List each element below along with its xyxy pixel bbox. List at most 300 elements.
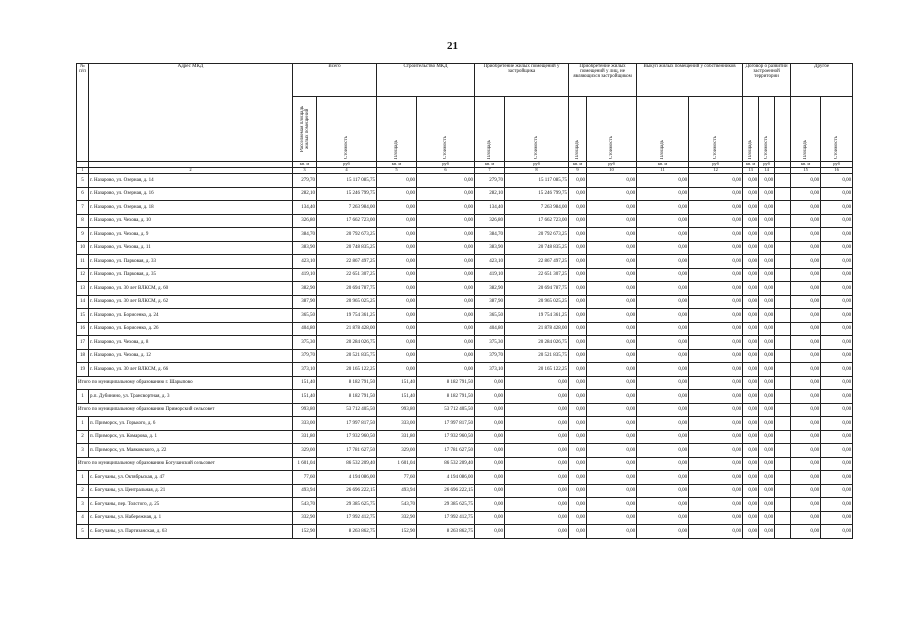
value-cell: 0,00 [821,390,853,404]
value-cell: 0,00 [759,349,775,363]
unit-cell: кв. м [475,162,505,168]
address-cell: п. Приморск, ул. Маяковского, д. 22 [89,444,293,458]
value-cell: 0,00 [689,255,743,269]
value-cell: 0,00 [821,430,853,444]
value-cell [775,201,791,215]
value-cell: 0,00 [475,376,505,390]
value-cell: 0,00 [587,187,637,201]
value-cell: 0,00 [587,295,637,309]
subtotal-label: Итого по муниципальному образованию Приморский сельсовет [77,403,293,417]
value-cell: 0,00 [637,484,689,498]
value-cell: 0,00 [377,187,417,201]
table-row [77,295,853,309]
value-cell: 0,00 [821,525,853,539]
value-cell: 0,00 [587,511,637,525]
colnum-cell: 6 [417,168,475,174]
address-cell: г. Назарово, ул. Борисенко, д. 26 [89,322,293,336]
value-cell: 15 117 085,75 [505,174,569,188]
value-cell: 151,40 [293,390,317,404]
value-cell: 20 965 025,25 [317,295,377,309]
value-cell: 0,00 [637,187,689,201]
value-cell: 331,80 [377,430,417,444]
value-cell: 0,00 [587,322,637,336]
value-cell [775,376,791,390]
table-row [77,228,853,242]
value-cell: 20 965 025,25 [505,295,569,309]
value-cell: 423,10 [293,255,317,269]
value-cell: 0,00 [821,444,853,458]
value-cell: 0,00 [637,444,689,458]
value-cell: 20 284 026,75 [317,336,377,350]
row-number: 1 [77,390,89,404]
value-cell: 0,00 [759,363,775,377]
table-row [77,417,853,431]
value-cell: 387,90 [475,295,505,309]
value-cell: 383,90 [293,241,317,255]
value-cell: 0,00 [569,214,587,228]
value-cell: 0,00 [743,471,759,485]
value-cell: 0,00 [743,363,759,377]
value-cell: 0,00 [637,417,689,431]
header-area: Площадь [748,139,754,159]
value-cell: 0,00 [791,174,821,188]
value-cell: 0,00 [505,376,569,390]
value-cell: 0,00 [569,201,587,215]
table-row [77,241,853,255]
value-cell: 151,40 [293,376,317,390]
value-cell: 0,00 [689,322,743,336]
value-cell: 0,00 [587,363,637,377]
value-cell: 0,00 [569,498,587,512]
value-cell: 0,00 [587,498,637,512]
value-cell: 0,00 [791,484,821,498]
value-cell: 1 601,04 [293,457,317,471]
header-area: Площадь [660,139,666,159]
row-number: 2 [77,430,89,444]
value-cell: 0,00 [505,390,569,404]
table-row [77,363,853,377]
value-cell: 326,80 [475,214,505,228]
value-cell: 0,00 [821,201,853,215]
value-cell: 0,00 [759,444,775,458]
value-cell: 17 932 960,50 [317,430,377,444]
value-cell: 0,00 [637,214,689,228]
value-cell: 26 696 222,15 [417,484,475,498]
value-cell: 0,00 [791,363,821,377]
value-cell: 0,00 [743,511,759,525]
header-area: Площадь [487,139,493,159]
value-cell: 17 997 817,50 [317,417,377,431]
value-cell: 0,00 [759,268,775,282]
value-cell: 0,00 [759,471,775,485]
row-number: 18 [77,349,89,363]
table-row [77,525,853,539]
subtotal-label: Итого по муниципальному образованию Богучанский сельсовет [77,457,293,471]
value-cell: 0,00 [587,228,637,242]
value-cell: 86 532 209,40 [317,457,377,471]
value-cell: 0,00 [637,390,689,404]
colnum-cell: 5 [377,168,417,174]
value-cell: 0,00 [637,525,689,539]
value-cell: 0,00 [417,255,475,269]
table-row [77,484,853,498]
value-cell: 0,00 [743,525,759,539]
value-cell: 0,00 [791,268,821,282]
value-cell: 373,10 [293,363,317,377]
value-cell: 0,00 [377,268,417,282]
table-row [77,322,853,336]
value-cell: 0,00 [587,417,637,431]
address-cell: г. Назарово, ул. 30 лет ВЛКСМ, д. 66 [89,363,293,377]
header-cost: Стоимость [344,135,349,159]
address-cell: с. Богучаны, ул. Партизанская, д. 63 [89,525,293,539]
value-cell: 1 601,04 [377,457,417,471]
table-row [77,309,853,323]
value-cell: 0,00 [637,201,689,215]
value-cell [775,295,791,309]
value-cell: 0,00 [569,484,587,498]
value-cell [775,241,791,255]
value-cell: 0,00 [743,187,759,201]
value-cell: 21 878 428,00 [505,322,569,336]
value-cell [775,525,791,539]
value-cell: 0,00 [759,498,775,512]
value-cell: 0,00 [689,390,743,404]
value-cell: 0,00 [569,336,587,350]
value-cell: 0,00 [689,214,743,228]
value-cell: 0,00 [743,174,759,188]
value-cell: 17 932 960,50 [417,430,475,444]
value-cell: 8 263 862,75 [417,525,475,539]
value-cell: 0,00 [791,511,821,525]
subtotal-row [77,403,853,417]
row-number: 5 [77,174,89,188]
value-cell: 0,00 [689,363,743,377]
value-cell: 326,80 [293,214,317,228]
value-cell: 0,00 [791,349,821,363]
value-cell: 0,00 [689,403,743,417]
value-cell: 0,00 [759,390,775,404]
table-row [77,174,853,188]
value-cell: 0,00 [417,187,475,201]
value-cell: 0,00 [505,484,569,498]
row-number: 1 [77,417,89,431]
address-cell: г. Назарово, ул. Парковая, д. 35 [89,268,293,282]
value-cell: 0,00 [417,174,475,188]
value-cell: 0,00 [743,457,759,471]
row-number: 17 [77,336,89,350]
value-cell: 0,00 [743,349,759,363]
value-cell: 0,00 [587,444,637,458]
row-number: 3 [77,498,89,512]
value-cell: 0,00 [417,295,475,309]
address-cell: г. Назарово, ул. Озерная, д. 18 [89,201,293,215]
value-cell: 20 165 122,25 [505,363,569,377]
value-cell: 0,00 [569,417,587,431]
row-number: 16 [77,322,89,336]
value-cell: 0,00 [791,444,821,458]
value-cell: 0,00 [743,201,759,215]
value-cell: 0,00 [743,282,759,296]
value-cell: 0,00 [689,511,743,525]
value-cell: 0,00 [759,228,775,242]
address-cell: с. Богучаны, пер. Толстого, д. 25 [89,498,293,512]
value-cell: 0,00 [759,309,775,323]
row-number: 11 [77,255,89,269]
unit-cell: руб [821,162,853,168]
value-cell: 333,00 [293,417,317,431]
header-rownum: № п/п [77,64,89,162]
value-cell: 384,70 [293,228,317,242]
value-cell: 0,00 [587,376,637,390]
header-non-developer: Приобретение жилых помещений у лиц, не являющихся застройщиком [569,64,637,97]
value-cell: 152,90 [377,525,417,539]
row-number: 5 [77,525,89,539]
value-cell: 0,00 [505,525,569,539]
header-cost: Стоимость [609,135,615,159]
header-buyout: Выкуп жилых помещений у собственников [637,64,743,97]
value-cell: 20 792 673,25 [317,228,377,242]
value-cell: 0,00 [743,444,759,458]
value-cell: 332,90 [293,511,317,525]
value-cell: 379,70 [293,349,317,363]
header-area: Площадь [394,139,400,159]
value-cell: 0,00 [759,322,775,336]
unit-cell: руб [417,162,475,168]
value-cell: 423,10 [475,255,505,269]
value-cell: 0,00 [569,511,587,525]
value-cell: 17 662 723,00 [505,214,569,228]
value-cell: 0,00 [505,511,569,525]
row-number: 4 [77,511,89,525]
value-cell: 0,00 [587,349,637,363]
value-cell: 0,00 [743,498,759,512]
value-cell: 0,00 [569,430,587,444]
value-cell: 333,00 [377,417,417,431]
value-cell: 7 263 984,00 [317,201,377,215]
header-cost: Стоимость [443,135,449,159]
table-row [77,498,853,512]
value-cell: 0,00 [689,430,743,444]
value-cell: 0,00 [759,430,775,444]
colnum-cell: 2 [89,168,293,174]
value-cell [775,498,791,512]
value-cell: 365,50 [475,309,505,323]
colnum-cell: 16 [821,168,853,174]
value-cell: 0,00 [821,228,853,242]
value-cell [775,390,791,404]
value-cell: 0,00 [791,309,821,323]
value-cell: 0,00 [377,322,417,336]
value-cell: 0,00 [791,201,821,215]
value-cell: 20 521 835,75 [505,349,569,363]
value-cell: 0,00 [743,336,759,350]
value-cell: 0,00 [569,187,587,201]
address-cell: п. Приморск, ул. Комарова, д. 1 [89,430,293,444]
value-cell: 53 712 405,50 [317,403,377,417]
value-cell: 993,80 [377,403,417,417]
value-cell: 373,10 [475,363,505,377]
value-cell: 17 781 627,50 [417,444,475,458]
table-row [77,201,853,215]
value-cell: 379,70 [475,349,505,363]
value-cell: 279,70 [293,174,317,188]
value-cell: 279,70 [475,174,505,188]
row-number: 2 [77,484,89,498]
value-cell: 0,00 [791,241,821,255]
address-cell: г. Назарово, ул. Чехова, д. 10 [89,214,293,228]
value-cell: 0,00 [689,309,743,323]
header-developer: Приобретение жилых помещений у застройщика [475,64,569,97]
value-cell: 419,10 [475,268,505,282]
header-territory: Договор о развитии застроенной территории [743,64,791,97]
value-cell [775,457,791,471]
value-cell: 0,00 [637,457,689,471]
address-cell: г. Назарово, ул. Борисенко, д. 24 [89,309,293,323]
value-cell: 0,00 [743,417,759,431]
colnum-cell: 12 [689,168,743,174]
value-cell: 493,94 [377,484,417,498]
row-number: 3 [77,444,89,458]
value-cell: 993,80 [293,403,317,417]
value-cell: 0,00 [791,214,821,228]
value-cell: 0,00 [569,228,587,242]
value-cell: 0,00 [821,376,853,390]
value-cell: 0,00 [791,295,821,309]
value-cell: 0,00 [377,201,417,215]
value-cell [775,322,791,336]
value-cell: 0,00 [569,363,587,377]
header-other: Другое [791,64,853,97]
value-cell: 0,00 [587,255,637,269]
value-cell: 0,00 [689,484,743,498]
header-construction: Строительство МКД [377,64,475,97]
value-cell: 0,00 [569,376,587,390]
value-cell: 0,00 [759,255,775,269]
header-row-groups [77,64,853,97]
value-cell: 0,00 [759,511,775,525]
value-cell: 0,00 [743,309,759,323]
value-cell: 22 651 307,25 [505,268,569,282]
value-cell: 0,00 [821,498,853,512]
value-cell: 0,00 [821,174,853,188]
address-cell: г. Назарово, ул. Озерная, д. 16 [89,187,293,201]
value-cell: 0,00 [689,228,743,242]
value-cell: 0,00 [821,295,853,309]
subtotal-row [77,376,853,390]
address-cell: с. Богучаны, ул. Центральная, д. 21 [89,484,293,498]
value-cell: 0,00 [759,484,775,498]
unit-cell: кв. м [637,162,689,168]
value-cell: 0,00 [821,187,853,201]
value-cell: 0,00 [475,511,505,525]
value-cell: 0,00 [505,444,569,458]
value-cell: 0,00 [377,214,417,228]
colnum-cell: 8 [505,168,569,174]
unit-cell: руб [317,162,377,168]
value-cell: 0,00 [743,241,759,255]
value-cell: 0,00 [821,336,853,350]
value-cell: 0,00 [743,322,759,336]
unit-cell: кв. м [569,162,587,168]
colnum-cell: 11 [637,168,689,174]
value-cell: 383,90 [475,241,505,255]
value-cell: 0,00 [569,525,587,539]
value-cell: 0,00 [759,282,775,296]
value-cell: 0,00 [637,322,689,336]
address-cell: п. Приморск, ул. Горького, д. 6 [89,417,293,431]
table-row [77,511,853,525]
value-cell: 0,00 [377,241,417,255]
row-number: 9 [77,228,89,242]
header-cost: Стоимость [534,135,540,159]
value-cell: 0,00 [743,484,759,498]
page-number: 21 [447,40,458,52]
value-cell: 0,00 [587,282,637,296]
value-cell: 0,00 [791,457,821,471]
header-area: Площадь [803,139,809,159]
unit-cell: руб [587,162,637,168]
value-cell: 282,10 [293,187,317,201]
table-row [77,282,853,296]
value-cell [775,349,791,363]
address-cell: с. Богучаны, ул. Набережная, д. 1 [89,511,293,525]
value-cell: 0,00 [475,390,505,404]
value-cell: 17 997 817,50 [417,417,475,431]
value-cell: 0,00 [791,255,821,269]
table-row [77,255,853,269]
value-cell: 0,00 [587,174,637,188]
value-cell: 0,00 [759,241,775,255]
value-cell: 0,00 [505,471,569,485]
colnum-cell: 13 [743,168,759,174]
value-cell: 17 992 412,75 [317,511,377,525]
value-cell: 0,00 [637,241,689,255]
value-cell: 20 165 122,25 [317,363,377,377]
value-cell: 0,00 [637,336,689,350]
value-cell: 0,00 [821,214,853,228]
value-cell: 17 781 627,50 [317,444,377,458]
address-cell: г. Назарово, ул. Чехова, д. 8 [89,336,293,350]
value-cell: 0,00 [689,187,743,201]
value-cell [775,309,791,323]
value-cell: 0,00 [587,241,637,255]
value-cell: 329,00 [377,444,417,458]
table-row [77,336,853,350]
value-cell: 0,00 [637,174,689,188]
value-cell: 7 263 984,00 [505,201,569,215]
value-cell: 0,00 [637,471,689,485]
value-cell: 387,90 [293,295,317,309]
value-cell: 0,00 [743,390,759,404]
value-cell: 0,00 [587,430,637,444]
value-cell: 0,00 [689,282,743,296]
value-cell: 0,00 [569,295,587,309]
address-cell: г. Назарово, ул. Озерная, д. 14 [89,174,293,188]
unit-cell: кв. м [377,162,417,168]
value-cell: 0,00 [569,457,587,471]
value-cell: 0,00 [475,498,505,512]
value-cell: 0,00 [743,228,759,242]
value-cell: 0,00 [377,174,417,188]
table-row [77,214,853,228]
header-area: Площадь [575,139,581,159]
value-cell: 331,80 [293,430,317,444]
value-cell: 29 385 625,75 [317,498,377,512]
value-cell: 8 182 791,50 [317,376,377,390]
value-cell [775,511,791,525]
address-cell: г. Назарово, ул. Чехова, д. 11 [89,241,293,255]
